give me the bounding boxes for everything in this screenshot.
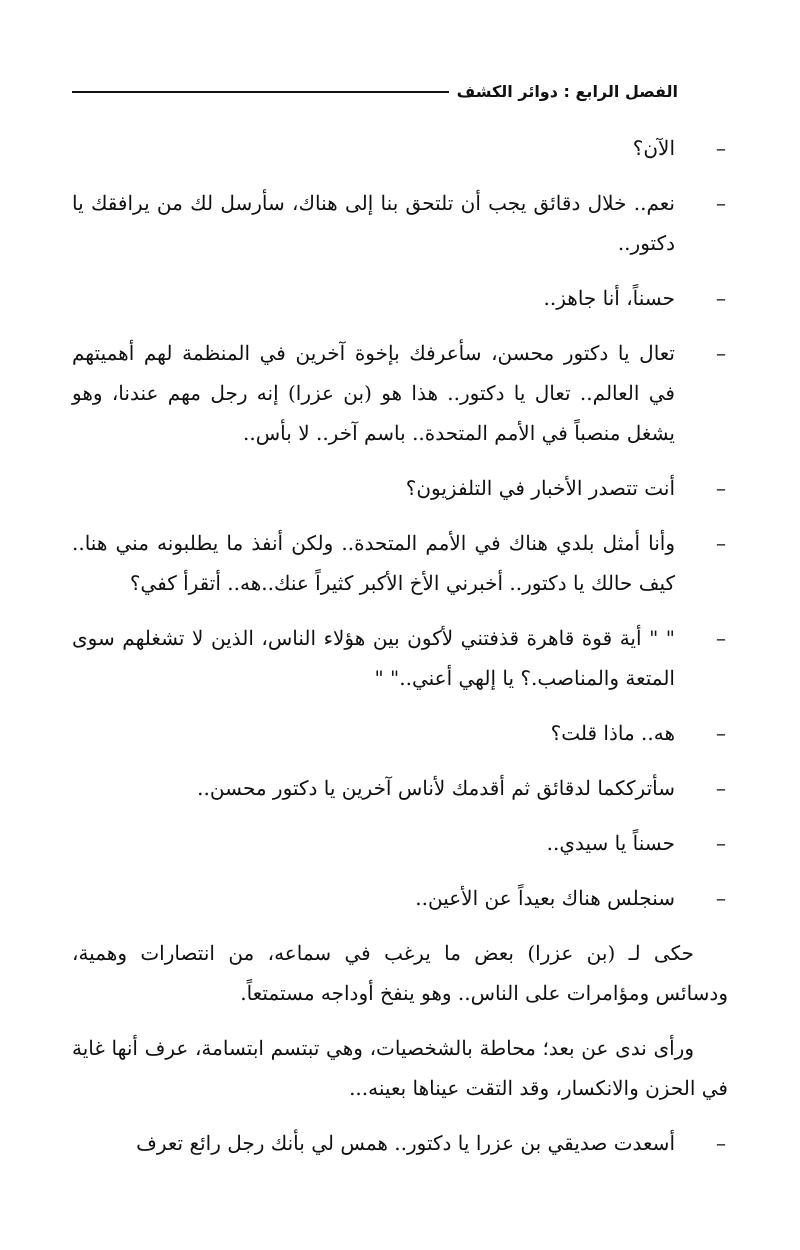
dialogue-text: سأترككما لدقائق ثم أقدمك لأناس آخرين يا دكتور محسن.. — [197, 776, 675, 800]
dialogue-dash: – — [716, 721, 726, 745]
dialogue-line — [72, 823, 728, 863]
dialogue-dash: – — [716, 1131, 726, 1155]
dialogue-text: حسناً يا سيدي.. — [546, 831, 675, 855]
dialogue-dash: – — [716, 286, 726, 310]
chapter-title: الفصل الرابع : دوائر الكشف — [456, 81, 678, 101]
dialogue-dash: – — [716, 886, 726, 910]
dialogue-line — [72, 128, 728, 168]
dialogue-text: نعم.. خلال دقائق يجب أن تلتحق بنا إلى هناك، سأرسل لك من يرافقك يا دكتور.. — [72, 191, 675, 255]
dialogue-text: " " أية قوة قاهرة قذفتني لأكون بين هؤلاء الناس، الذين لا تشغلهم سوى المتعة والمناصب.؟ يا إلهي أعني.." " — [72, 626, 675, 690]
narration-paragraph: حكى لـ (بن عزرا) بعض ما يرغب في سماعه، من انتصارات وهمية، ودسائس ومؤامرات على الناس.. وهو ينفخ أوداجه مستمتعاً. — [72, 941, 728, 1005]
dialogue-line — [72, 183, 728, 263]
narration-paragraph: ورأى ندى عن بعد؛ محاطة بالشخصيات، وهي تبتسم ابتسامة، عرف أنها غاية في الحزن والانكسار، وقد التقت عيناها بعينه... — [72, 1036, 728, 1100]
dialogue-text: حسناً، أنا جاهز.. — [543, 286, 675, 310]
body-text — [72, 128, 728, 1178]
dialogue-dash: – — [716, 831, 726, 855]
dialogue-text: وأنا أمثل بلدي هناك في الأمم المتحدة.. ولكن أنفذ ما يطلبونه مني هنا.. كيف حالك يا دكتور.. أخبرني الأخ الأكبر كثيراً عنك..هه.. أتقرأ كفي؟ — [72, 531, 675, 595]
dialogue-line — [72, 468, 728, 508]
dialogue-dash: – — [716, 531, 726, 555]
dialogue-line — [72, 768, 728, 808]
dialogue-text: سنجلس هناك بعيداً عن الأعين.. — [415, 886, 675, 910]
dialogue-dash: – — [716, 626, 726, 650]
dialogue-dash: – — [716, 341, 726, 365]
header-rule — [72, 91, 449, 93]
dialogue-dash: – — [716, 476, 726, 500]
dialogue-dash: – — [716, 136, 726, 160]
dialogue-line — [72, 1123, 728, 1163]
dialogue-text: أسعدت صديقي بن عزرا يا دكتور.. همس لي بأنك رجل رائع تعرف — [136, 1131, 675, 1155]
dialogue-line — [72, 278, 728, 318]
dialogue-line — [72, 523, 728, 603]
running-header — [72, 78, 678, 104]
dialogue-text: تعال يا دكتور محسن، سأعرفك بإخوة آخرين في المنظمة لهم أهميتهم في العالم.. تعال يا دكتور.. هذا هو (بن عزرا) إنه رجل مهم عندنا، وهو يشغل منصباً في الأمم المتحدة.. باسم آخر.. لا بأس.. — [72, 341, 675, 445]
dialogue-dash: – — [716, 776, 726, 800]
dialogue-text: الآن؟ — [632, 136, 675, 160]
dialogue-dash: – — [716, 191, 726, 215]
dialogue-line — [72, 713, 728, 753]
dialogue-line — [72, 618, 728, 698]
dialogue-text: هه.. ماذا قلت؟ — [550, 721, 675, 745]
dialogue-line — [72, 333, 728, 453]
dialogue-text: أنت تتصدر الأخبار في التلفزيون؟ — [405, 476, 675, 500]
dialogue-line — [72, 878, 728, 918]
